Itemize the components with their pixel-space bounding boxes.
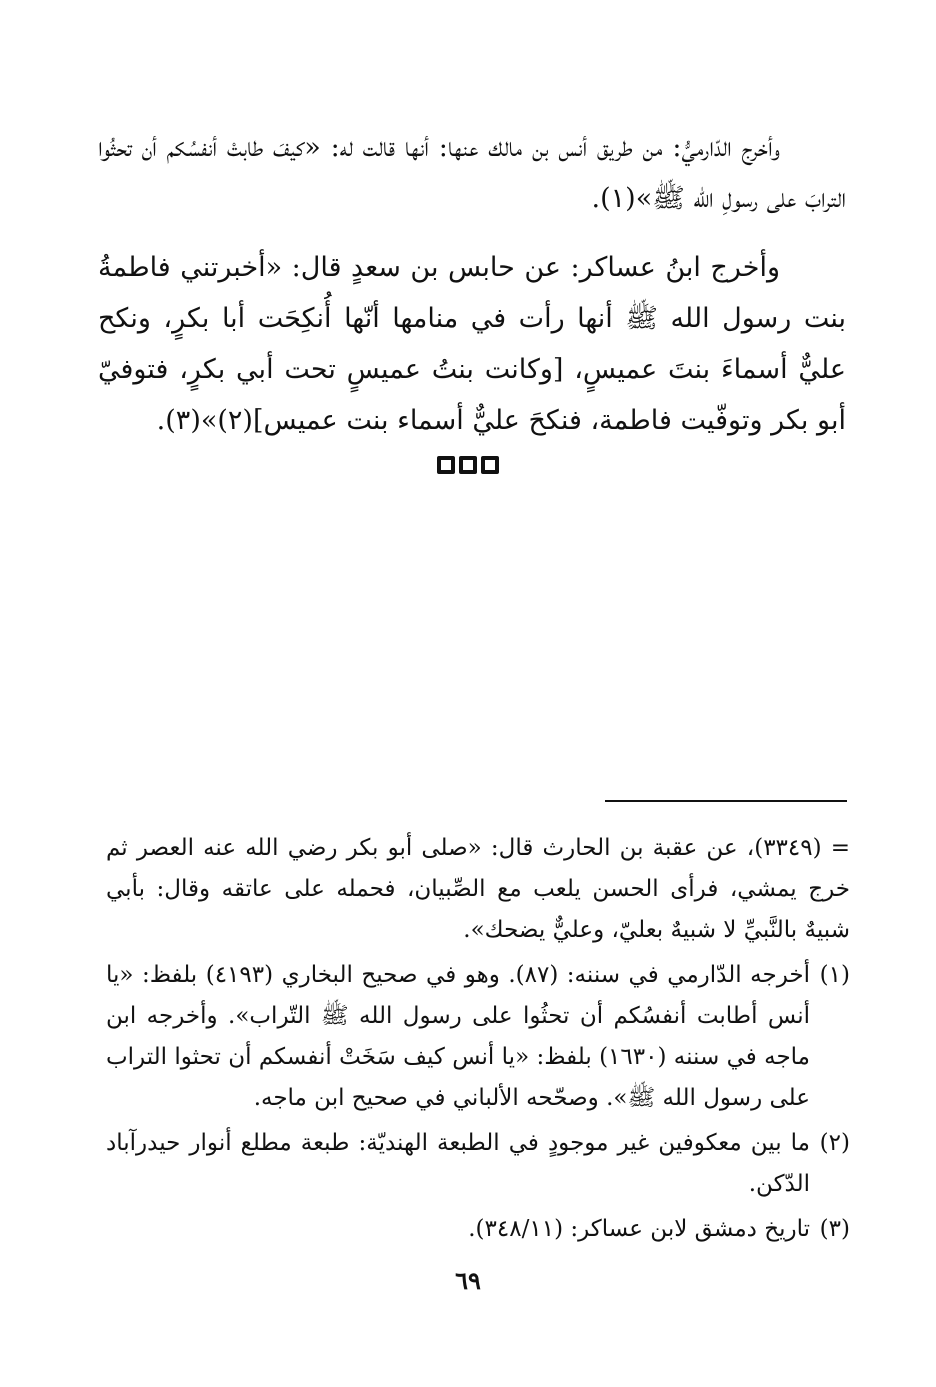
footnote-continuation: = (٣٣٤٩)، عن عقبة بن الحارث قال: «صلى أبو بكر رضي الله عنه العصر ثم خرج يمشي، فرأى الحسن يلعب مع الصِّبيان، فحمله على عاتقه وقال: بأبي شبيهٌ بالنَّبيِّ لا شبيهٌ بعليّ، وعليٌّ يضحك».: [106, 835, 850, 943]
separator-square-icon: [481, 456, 499, 474]
footnote-1: [106, 955, 850, 1119]
paragraph-ibn-asakir: وأخرج ابنُ عساكر: عن حابس بن سعدٍ قال: «أخبرتني فاطمةُ بنت رسول الله ﷺ أنها رأت في منامها أنّها أُنكِحَت أبا بكرٍ، ونكح عليٌّ أسماءَ بنتَ عميسٍ، [وكانت بنتُ عميسٍ تحت أبي بكرٍ، فتوفيّ أبو بكر وتوفّيت فاطمة، فنكحَ عليٌّ أسماء بنت عميس](٢)»(٣).: [98, 252, 846, 436]
footnotes: [106, 828, 850, 1254]
separator-square-icon: [437, 456, 455, 474]
separator-square-icon: [459, 456, 477, 474]
footnote-divider: [605, 800, 847, 802]
page-number: ٦٩: [455, 1266, 481, 1295]
footnote-3: [106, 1209, 850, 1250]
paragraph-darimi: وأخرج الدّارميُّ: من طريق أنس بن مالك عنها: أنها قالت له: «كيفَ طابتْ أنفسُكم أن تحثُوا الترابَ على رسولِ الله ﷺ»(١).: [98, 132, 846, 214]
footnote-text: تاريخ دمشق لابن عساكر: (٣٤٨/١١).: [468, 1216, 810, 1242]
footnote-text: أخرجه الدّارمي في سننه: (٨٧). وهو في صحيح البخاري (٤١٩٣) بلفظ: «يا أنس أطابت أنفسُكم أن تحثُوا على رسول الله ﷺ التّراب». وأخرجه ابن ماجه في سننه (١٦٣٠) بلفظ: «يا أنس كيف سَخَتْ أنفسكم أن تحثوا التراب على رسول الله ﷺ». وصحّحه الألباني في صحيح ابن ماجه.: [106, 962, 810, 1111]
footnote-number: (٣): [819, 1216, 850, 1242]
main-text: [98, 122, 846, 464]
footnote-number: (١): [819, 962, 850, 988]
footnote-text: ما بين معكوفين غير موجودٍ في الطبعة الهنديّة: طبعة مطلع أنوار حيدرآباد الدّكن.: [106, 1130, 810, 1197]
footnote-number: (٢): [819, 1130, 850, 1156]
footnote-2: [106, 1123, 850, 1205]
section-separator: [0, 456, 936, 478]
